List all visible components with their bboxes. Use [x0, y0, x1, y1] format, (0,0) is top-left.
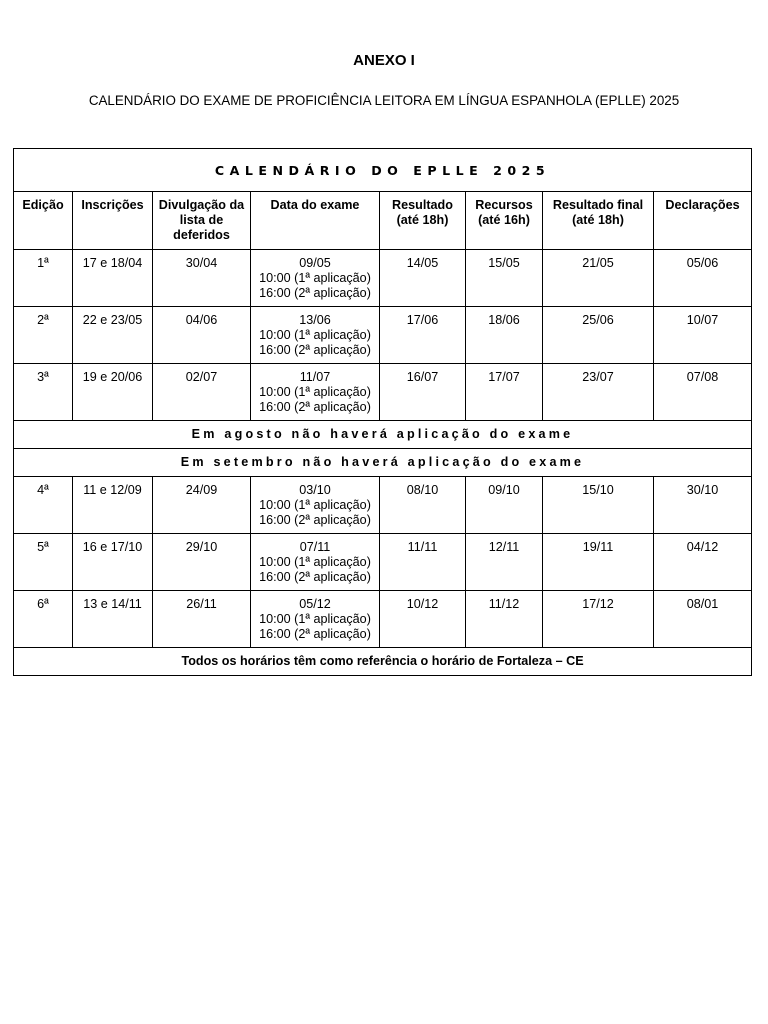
cell-data-exame [251, 534, 380, 591]
cell-resultado-final: 17/12 [543, 591, 654, 648]
notice-august-row [14, 421, 752, 449]
cell-edicao: 6ª [14, 591, 73, 648]
header-inscricoes: Inscrições [73, 192, 153, 250]
cell-resultado: 11/11 [380, 534, 466, 591]
session-1-time: 10:00 (1ª aplicação) [259, 555, 371, 569]
cell-recursos: 12/11 [466, 534, 543, 591]
table-row [14, 307, 752, 364]
header-row [14, 192, 752, 250]
cell-resultado: 14/05 [380, 250, 466, 307]
cell-declaracoes: 07/08 [654, 364, 752, 421]
cell-resultado-final: 19/11 [543, 534, 654, 591]
cell-resultado-final: 21/05 [543, 250, 654, 307]
session-2-time: 16:00 (2ª aplicação) [259, 513, 371, 527]
cell-resultado: 17/06 [380, 307, 466, 364]
header-resultado: Resultado (até 18h) [380, 192, 466, 250]
exam-date: 05/12 [299, 597, 331, 611]
exam-date: 11/07 [299, 370, 331, 384]
cell-resultado: 10/12 [380, 591, 466, 648]
cell-declaracoes: 05/06 [654, 250, 752, 307]
cell-inscricoes: 13 e 14/11 [73, 591, 153, 648]
cell-data-exame [251, 477, 380, 534]
session-1-time: 10:00 (1ª aplicação) [259, 385, 371, 399]
calendar-table [13, 148, 752, 676]
session-2-time: 16:00 (2ª aplicação) [259, 570, 371, 584]
exam-date: 03/10 [299, 483, 331, 497]
cell-inscricoes: 19 e 20/06 [73, 364, 153, 421]
document-subtitle: CALENDÁRIO DO EXAME DE PROFICIÊNCIA LEITORA EM LÍNGUA ESPANHOLA (EPLLE) 2025 [88, 93, 680, 108]
session-1-time: 10:00 (1ª aplicação) [259, 498, 371, 512]
cell-declaracoes: 30/10 [654, 477, 752, 534]
footer-note: Todos os horários têm como referência o horário de Fortaleza – CE [14, 648, 752, 676]
cell-resultado: 08/10 [380, 477, 466, 534]
notice-september: Em setembro não haverá aplicação do exame [14, 449, 752, 477]
header-data-exame: Data do exame [251, 192, 380, 250]
exam-date: 07/11 [299, 540, 331, 554]
session-1-time: 10:00 (1ª aplicação) [259, 612, 371, 626]
cell-divulgacao: 29/10 [153, 534, 251, 591]
cell-recursos: 11/12 [466, 591, 543, 648]
cell-resultado-final: 25/06 [543, 307, 654, 364]
table-row [14, 591, 752, 648]
session-2-time: 16:00 (2ª aplicação) [259, 627, 371, 641]
cell-declaracoes: 08/01 [654, 591, 752, 648]
cell-edicao: 2ª [14, 307, 73, 364]
header-divulgacao: Divulgação da lista de deferidos [153, 192, 251, 250]
session-1-time: 10:00 (1ª aplicação) [259, 328, 371, 342]
header-recursos: Recursos (até 16h) [466, 192, 543, 250]
cell-data-exame [251, 364, 380, 421]
cell-inscricoes: 22 e 23/05 [73, 307, 153, 364]
cell-data-exame [251, 307, 380, 364]
cell-divulgacao: 24/09 [153, 477, 251, 534]
table-row [14, 477, 752, 534]
cell-inscricoes: 17 e 18/04 [73, 250, 153, 307]
cell-inscricoes: 16 e 17/10 [73, 534, 153, 591]
cell-recursos: 18/06 [466, 307, 543, 364]
cell-divulgacao: 04/06 [153, 307, 251, 364]
table-row [14, 364, 752, 421]
notice-august: Em agosto não haverá aplicação do exame [14, 421, 752, 449]
cell-declaracoes: 04/12 [654, 534, 752, 591]
cell-edicao: 5ª [14, 534, 73, 591]
exam-date: 13/06 [299, 313, 331, 327]
table-row [14, 250, 752, 307]
cell-inscricoes: 11 e 12/09 [73, 477, 153, 534]
header-declaracoes: Declarações [654, 192, 752, 250]
cell-recursos: 09/10 [466, 477, 543, 534]
annex-title: ANEXO I [353, 52, 415, 69]
cell-resultado-final: 15/10 [543, 477, 654, 534]
notice-september-row [14, 449, 752, 477]
cell-declaracoes: 10/07 [654, 307, 752, 364]
session-1-time: 10:00 (1ª aplicação) [259, 271, 371, 285]
cell-data-exame [251, 591, 380, 648]
session-2-time: 16:00 (2ª aplicação) [259, 343, 371, 357]
header-edicao: Edição [14, 192, 73, 250]
cell-data-exame [251, 250, 380, 307]
cell-divulgacao: 02/07 [153, 364, 251, 421]
cell-resultado-final: 23/07 [543, 364, 654, 421]
cell-recursos: 17/07 [466, 364, 543, 421]
cell-recursos: 15/05 [466, 250, 543, 307]
cell-edicao: 3ª [14, 364, 73, 421]
table-row [14, 534, 752, 591]
cell-edicao: 4ª [14, 477, 73, 534]
calendar-title: CALENDÁRIO DO EPLLE 2025 [14, 149, 752, 192]
cell-divulgacao: 30/04 [153, 250, 251, 307]
title-row [14, 149, 752, 192]
footer-note-row [14, 648, 752, 676]
exam-date: 09/05 [299, 256, 331, 270]
header-resultado-final: Resultado final (até 18h) [543, 192, 654, 250]
cell-resultado: 16/07 [380, 364, 466, 421]
cell-edicao: 1ª [14, 250, 73, 307]
cell-divulgacao: 26/11 [153, 591, 251, 648]
session-2-time: 16:00 (2ª aplicação) [259, 400, 371, 414]
session-2-time: 16:00 (2ª aplicação) [259, 286, 371, 300]
